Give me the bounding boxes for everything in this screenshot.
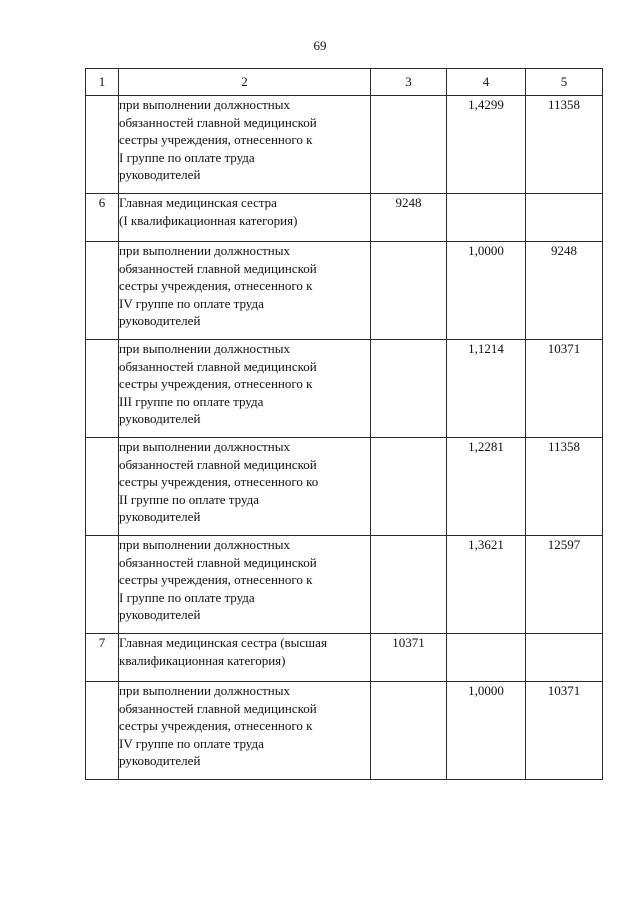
column-header-2: 2	[119, 69, 371, 96]
description-line: сестры учреждения, отнесенного к	[119, 132, 313, 148]
description-line: руководителей	[119, 607, 201, 623]
base-salary-cell	[371, 96, 447, 194]
description-line: Главная медицинская сестра	[119, 195, 277, 210]
description-line: III группе по оплате труда	[119, 393, 264, 409]
description-line: (I квалификационная категория)	[119, 212, 298, 228]
description-line: сестры учреждения, отнесенного к	[119, 376, 313, 392]
description-line: обязанностей главной медицинской	[119, 358, 317, 374]
table-row	[86, 96, 603, 194]
description-line: обязанностей главной медицинской	[119, 554, 317, 570]
row-number-cell	[86, 340, 119, 438]
coefficient-cell	[447, 194, 526, 242]
base-salary-cell	[371, 536, 447, 634]
description-line: руководителей	[119, 167, 201, 183]
description-line: обязанностей главной медицинской	[119, 456, 317, 472]
coefficient-cell	[447, 634, 526, 682]
row-number-cell	[86, 682, 119, 780]
salary-table	[85, 68, 603, 780]
page-number: 69	[313, 38, 327, 53]
total-salary-cell: 11358	[526, 438, 603, 536]
table-row	[86, 340, 603, 438]
total-salary-cell	[526, 634, 603, 682]
description-cell	[119, 634, 371, 682]
description-line: IV группе по оплате труда	[119, 295, 264, 311]
description-line: I группе по оплате труда	[119, 149, 255, 165]
total-salary-cell: 12597	[526, 536, 603, 634]
description-line: II группе по оплате труда	[119, 491, 260, 507]
base-salary-cell	[371, 438, 447, 536]
description-line: руководителей	[119, 411, 201, 427]
description-line: обязанностей главной медицинской	[119, 260, 317, 276]
table-header-row	[86, 69, 603, 96]
description-line: при выполнении должностных	[119, 439, 290, 454]
row-number-cell	[86, 242, 119, 340]
coefficient-cell: 1,0000	[447, 242, 526, 340]
coefficient-cell: 1,3621	[447, 536, 526, 634]
table-row	[86, 536, 603, 634]
description-line: обязанностей главной медицинской	[119, 114, 317, 130]
total-salary-cell: 11358	[526, 96, 603, 194]
description-cell	[119, 194, 371, 242]
description-line: при выполнении должностных	[119, 341, 290, 356]
description-line: руководителей	[119, 753, 201, 769]
coefficient-cell: 1,4299	[447, 96, 526, 194]
total-salary-cell	[526, 194, 603, 242]
coefficient-cell: 1,1214	[447, 340, 526, 438]
description-line: при выполнении должностных	[119, 537, 290, 552]
row-number-cell: 7	[86, 634, 119, 682]
total-salary-cell: 10371	[526, 682, 603, 780]
coefficient-cell: 1,2281	[447, 438, 526, 536]
column-header-5: 5	[526, 69, 603, 96]
description-line: руководителей	[119, 313, 201, 329]
description-line: сестры учреждения, отнесенного к	[119, 572, 313, 588]
table-row	[86, 438, 603, 536]
row-number-cell	[86, 536, 119, 634]
row-number-cell	[86, 438, 119, 536]
description-cell	[119, 536, 371, 634]
description-cell	[119, 340, 371, 438]
total-salary-cell: 10371	[526, 340, 603, 438]
table-row	[86, 634, 603, 682]
description-cell	[119, 682, 371, 780]
description-cell	[119, 242, 371, 340]
table-row	[86, 682, 603, 780]
base-salary-cell: 10371	[371, 634, 447, 682]
base-salary-cell: 9248	[371, 194, 447, 242]
description-line: сестры учреждения, отнесенного ко	[119, 474, 319, 490]
description-line: квалификационная категория)	[119, 652, 286, 668]
description-line: при выполнении должностных	[119, 97, 290, 112]
row-number-cell: 6	[86, 194, 119, 242]
column-header-1: 1	[86, 69, 119, 96]
row-number-cell	[86, 96, 119, 194]
base-salary-cell	[371, 242, 447, 340]
description-line: Главная медицинская сестра (высшая	[119, 635, 327, 650]
description-line: при выполнении должностных	[119, 243, 290, 258]
description-line: I группе по оплате труда	[119, 589, 255, 605]
table-row	[86, 242, 603, 340]
description-line: руководителей	[119, 509, 201, 525]
coefficient-cell: 1,0000	[447, 682, 526, 780]
total-salary-cell: 9248	[526, 242, 603, 340]
description-line: сестры учреждения, отнесенного к	[119, 278, 313, 294]
description-line: обязанностей главной медицинской	[119, 700, 317, 716]
description-line: IV группе по оплате труда	[119, 735, 264, 751]
description-line: сестры учреждения, отнесенного к	[119, 718, 313, 734]
description-line: при выполнении должностных	[119, 683, 290, 698]
description-cell	[119, 96, 371, 194]
column-header-4: 4	[447, 69, 526, 96]
description-cell	[119, 438, 371, 536]
table-row	[86, 194, 603, 242]
base-salary-cell	[371, 682, 447, 780]
column-header-3: 3	[371, 69, 447, 96]
base-salary-cell	[371, 340, 447, 438]
